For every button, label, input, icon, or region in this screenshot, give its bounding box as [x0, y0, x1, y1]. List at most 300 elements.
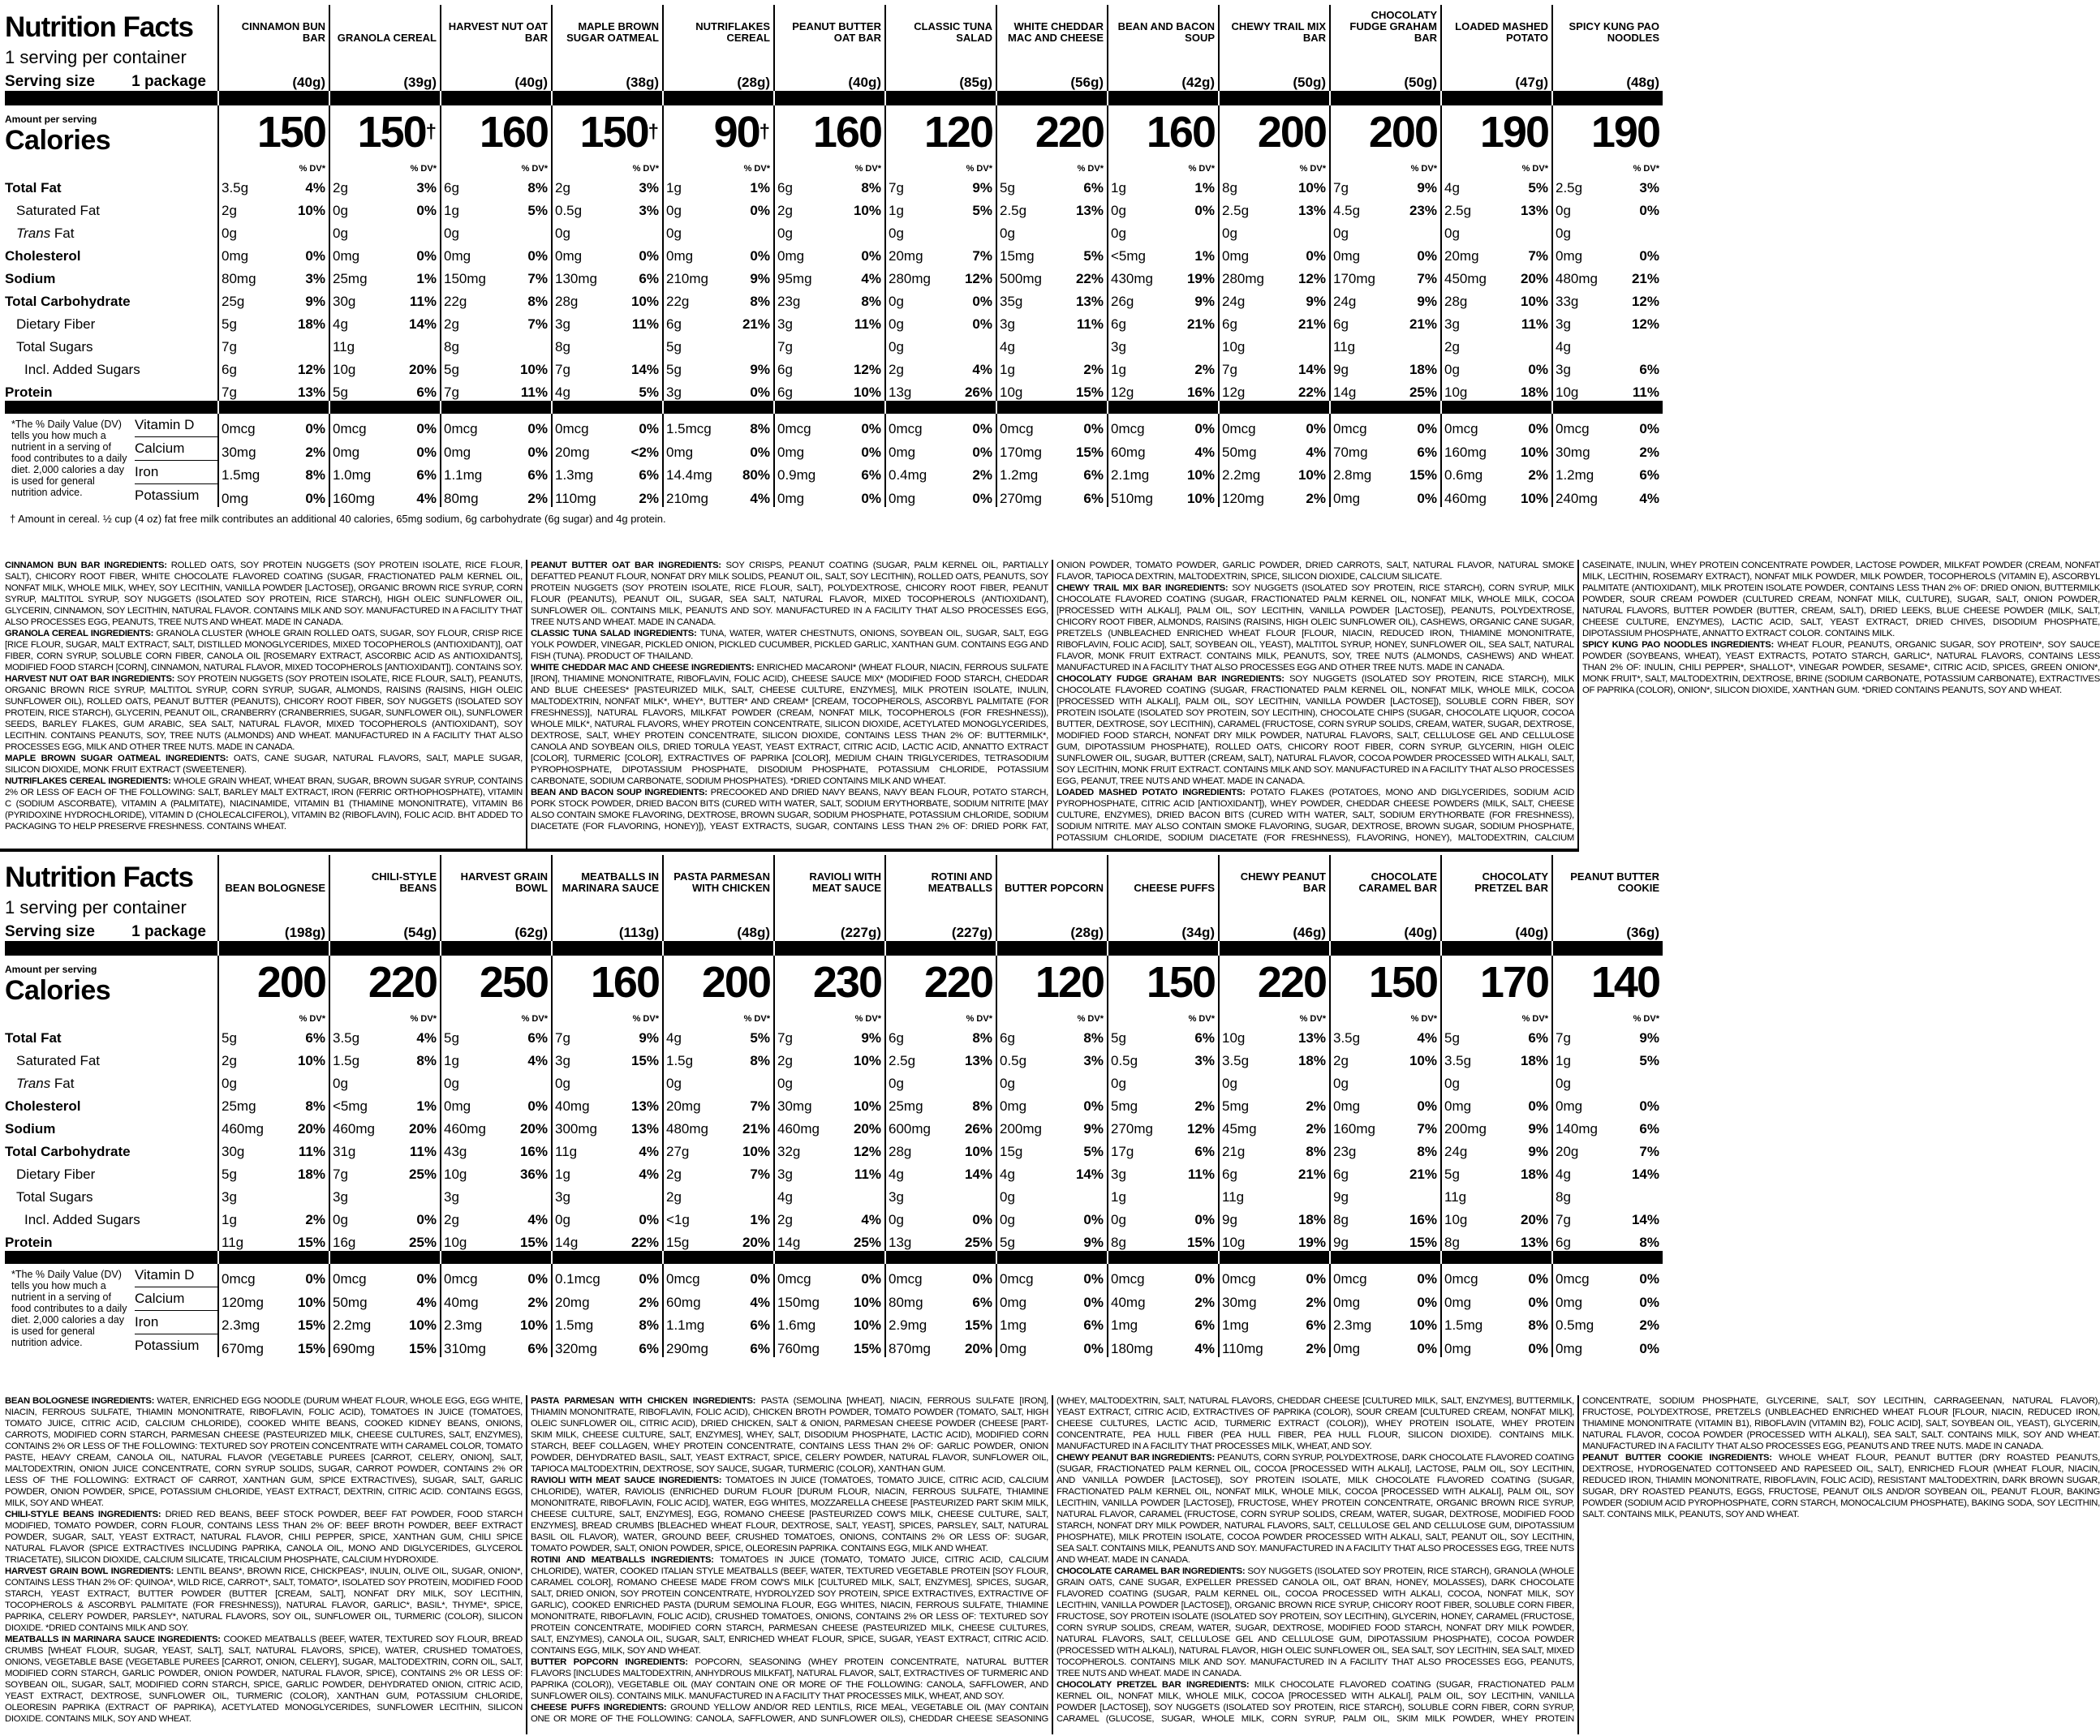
nutrient-amount: 12g [1111, 385, 1134, 400]
nutrient-cell [1441, 1183, 1552, 1205]
vitamin-amount: 0mg [666, 444, 694, 460]
dv-header: % DV* [1108, 156, 1219, 174]
nutrient-cell [1441, 333, 1552, 355]
ingredient-title: ROTINI AND MEATBALLS INGREDIENTS: [531, 1555, 714, 1565]
vitamin-dv: 6% [527, 467, 548, 483]
nutrient-amount: 10g [1222, 1235, 1246, 1250]
calories-number: 160 [479, 108, 548, 157]
nutrition-table [5, 5, 1663, 525]
vitamin-dv: 10% [1520, 444, 1548, 460]
nutrient-cell [663, 310, 774, 333]
ingredient-title: BUTTER POPCORN INGREDIENTS: [531, 1657, 688, 1667]
nutrient-dv: 22% [630, 1235, 659, 1250]
calories-number: 170 [1479, 958, 1548, 1007]
dv-header: % DV* [1108, 1006, 1219, 1024]
nutrient-cell [996, 242, 1108, 264]
vitamin-cell [663, 1264, 774, 1287]
nutrient-cell [1108, 333, 1219, 355]
calories-value [552, 105, 663, 156]
nutrient-cell [1330, 219, 1441, 242]
vitamin-amount: 120mg [222, 1294, 264, 1310]
nutrient-amount: 2.5g [1222, 203, 1250, 218]
nutrient-cell [774, 1115, 885, 1137]
vitamin-label: Vitamin D [135, 1267, 195, 1283]
vitamin-cell [996, 1311, 1108, 1334]
nutrient-amount: 5g [1000, 180, 1015, 196]
product-weight: (42g) [1108, 68, 1219, 91]
nutrient-cell [996, 1024, 1108, 1046]
nutrient-cell [1552, 196, 1663, 219]
nutrient-amount: 4g [889, 1167, 904, 1182]
vitamin-amount: 0mg [1444, 1341, 1472, 1356]
dv-header: % DV* [885, 1006, 996, 1024]
vitamin-dv: 0% [416, 1270, 437, 1287]
nutrient-cell [1552, 1228, 1663, 1251]
nutrient-amount: 0g [333, 226, 348, 241]
nutrient-amount: 0g [222, 1076, 237, 1091]
nutrient-cell [1108, 1115, 1219, 1137]
nutrient-dv: 11% [854, 316, 881, 332]
nutrient-amount: 2g [444, 1212, 459, 1227]
nutrient-cell [218, 1069, 329, 1092]
product-weight: (40g) [1330, 918, 1441, 941]
nutrient-cell [441, 174, 552, 196]
nutrient-amount: 0mg [666, 248, 694, 264]
vitamin-dv: 0% [972, 420, 992, 436]
nutrient-cell [996, 219, 1108, 242]
nutrient-cell [552, 355, 663, 378]
nutrient-amount: 2g [333, 180, 348, 196]
vitamin-row-calcium [5, 437, 1663, 461]
nutrient-amount: 3g [444, 1189, 459, 1205]
nutrient-amount: 6g [1111, 316, 1126, 332]
product-weight: (85g) [885, 68, 996, 91]
nutrient-cell [996, 1228, 1108, 1251]
vitamin-amount: 0.5mg [1556, 1317, 1594, 1334]
vitamin-amount: 60mg [666, 1294, 701, 1310]
nutrient-amount: 4g [777, 1189, 793, 1205]
ingredient-paragraph [1056, 1566, 1574, 1679]
nutrient-dv: 36% [519, 1167, 548, 1182]
nutrient-cell [1441, 310, 1552, 333]
vitamin-dv: 6% [639, 1341, 659, 1356]
vitamin-row-iron [5, 1311, 1663, 1334]
nutrient-cell [885, 1160, 996, 1183]
vitamin-cell [1330, 414, 1441, 437]
nutrient-cell [552, 1137, 663, 1160]
nutrient-amount: 0g [1556, 1076, 1571, 1091]
nutrient-amount: 30g [222, 1144, 245, 1159]
vitamin-amount: 1.5mg [1444, 1317, 1483, 1334]
nutrient-amount: 6g [1000, 1030, 1015, 1046]
vitamin-cell [218, 414, 329, 437]
nutrient-amount: 5g [1000, 1235, 1015, 1250]
vitamin-amount: 0mcg [1444, 420, 1478, 436]
nutrient-cell [1219, 333, 1330, 355]
servings-row [5, 894, 1663, 918]
nutrient-cell [885, 1046, 996, 1069]
ingredient-text: PRECOOKED AND DRIED NAVY BEANS, NAVY BEAN FLOUR, POTATO STARCH, PORK STOCK POWDER, DRIED BACON BITS (CURED WITH WATER, SALT, SODIUM ERYTHORBATE, SODIUM NITRITE [MAY ALSO CONTAIN SMOKE FLAVORING, DEXTROSE, BROWN SUGAR, SODIUM PHOSPHATE, POTASSIUM CHLORIDE, SODIUM DIACETATE (FOR FLAVORING, HONEY)]), YEAST EXTRACTS, SUGAR, CONTAINS LESS THAN 2% OF: DRIED PORK FAT, ONION POWDER, TOMATO POWDER, GARLIC POWDER, DRIED CARROTS, SALT, NATURAL FLAVOR, NATURAL SMOKE FLAVOR, TAPIOCA DEXTRIN, MALTODEXTRIN, SPICE, SILICON DIOXIDE, CALCIUM SILICATE. [531, 561, 1574, 831]
nutrient-cell [996, 1115, 1108, 1137]
vitamin-amount: 0mcg [889, 1270, 923, 1287]
nutrient-dv: 8% [1639, 1235, 1659, 1250]
nutrient-amount: 0g [666, 1076, 682, 1091]
calories-number: 150 [256, 108, 325, 157]
nutrient-row-trans [5, 219, 1663, 242]
nutrient-row-fiber [5, 1160, 1663, 1183]
nutrient-amount: 4.5g [1333, 203, 1361, 218]
nutrient-dv: 8% [972, 1030, 992, 1046]
dv-header: % DV* [774, 156, 885, 174]
nutrient-dv: 13% [1075, 294, 1104, 309]
nutrient-amount: 25g [222, 294, 245, 309]
nutrient-cell [1441, 219, 1552, 242]
nutrient-dv: 8% [305, 1098, 325, 1114]
nutrient-cell [885, 1092, 996, 1115]
nutrient-amount: 0g [666, 226, 682, 241]
nutrient-amount: 0g [444, 226, 459, 241]
nutrient-amount: 5g [1444, 1030, 1460, 1046]
vitamin-cell [218, 483, 329, 507]
vitamin-dv: 0% [527, 420, 548, 436]
nutrient-dv: 5% [527, 203, 548, 218]
nutrient-amount: 25mg [889, 1098, 923, 1114]
product-name: CLASSIC TUNA SALAD [885, 5, 996, 44]
nutrient-amount: 8g [444, 339, 459, 355]
dv-header: % DV* [552, 156, 663, 174]
nutrient-amount: 11g [333, 339, 355, 355]
nutrient-amount: 24g [1444, 1144, 1468, 1159]
nutrient-cell [329, 1024, 441, 1046]
nutrient-dv: 1% [416, 271, 437, 286]
nutrient-amount: 1g [444, 1053, 459, 1068]
ingredients-block-bottom [5, 1395, 2100, 1734]
vitamin-cell [1108, 414, 1219, 437]
nutrient-amount: 8g [1111, 1235, 1126, 1250]
nutrient-cell [1330, 1024, 1441, 1046]
vitamin-dv: 0% [1417, 1294, 1437, 1310]
nutrient-cell [552, 242, 663, 264]
nutrient-amount: 28g [1444, 294, 1468, 309]
vitamin-dv: 0% [1639, 1270, 1659, 1287]
nutrient-dv: 12% [297, 362, 325, 377]
nutrient-cell [441, 1092, 552, 1115]
dv-footnote: *The % Daily Value (DV) tells you how much a nutrient in a serving of food contributes to a daily diet. 2,000 calories a day is used for general nutrition advice. [11, 419, 127, 498]
nutrient-dv: 11% [1521, 316, 1548, 332]
nutrient-dv: 4% [639, 1167, 659, 1182]
vitamin-amount: 2.2mg [333, 1317, 372, 1334]
nutrient-cell [1552, 378, 1663, 401]
nutrient-cell [1330, 333, 1441, 355]
nutrient-amount: 7g [777, 339, 793, 355]
nutrient-cell [329, 287, 441, 310]
vitamin-amount: 120mg [1222, 491, 1264, 506]
vitamin-amount: 2.9mg [889, 1317, 927, 1334]
nutrient-dv: 0% [416, 1212, 437, 1227]
calories-number: 200 [701, 958, 770, 1007]
vitamin-dv: 0% [1083, 420, 1104, 436]
product-name: SPICY KUNG PAO NOODLES [1552, 5, 1663, 44]
vitamin-amount: 0mcg [1556, 1270, 1590, 1287]
vitamin-cell [885, 483, 996, 507]
nutrient-cell [1219, 219, 1330, 242]
vitamin-amount: 0mg [777, 444, 805, 460]
nutrient-amount: 0mg [1333, 1098, 1361, 1114]
calories-row [5, 956, 1663, 1006]
nutrient-amount: 10g [1556, 385, 1579, 400]
nutrient-cell [885, 1205, 996, 1228]
nutrient-amount: 0mg [222, 248, 249, 264]
calories-value [552, 956, 663, 1006]
vitamin-cell [1441, 1264, 1552, 1287]
vitamin-cell [1441, 1334, 1552, 1357]
calories-number: 140 [1590, 958, 1659, 1007]
vitamin-cell [885, 1264, 996, 1287]
nutrient-dv: 1% [416, 1098, 437, 1114]
nutrient-dv: 13% [1520, 1235, 1548, 1250]
calories-number: 220 [1257, 958, 1326, 1007]
vitamin-dv: 4% [750, 491, 770, 506]
nutrient-dv: 15% [1075, 385, 1104, 400]
dv-header: % DV* [1219, 1006, 1330, 1024]
vitamin-amount: 310mg [444, 1341, 486, 1356]
section-divider [0, 849, 1579, 852]
nutrient-amount: 460mg [777, 1121, 820, 1137]
vitamin-cell [1219, 483, 1330, 507]
vitamin-amount: 0mg [1333, 1294, 1361, 1310]
vitamin-cell [1108, 1311, 1219, 1334]
product-name: CHOCOLATE CARAMEL BAR [1330, 855, 1441, 894]
vitamin-cell [774, 1264, 885, 1287]
vitamin-cell [218, 461, 329, 484]
nutrient-cell [441, 1183, 552, 1205]
calories-value [1108, 956, 1219, 1006]
nutrient-amount: 0g [666, 203, 682, 218]
nutrient-amount: 8g [1556, 1189, 1571, 1205]
nutrient-amount: 6g [777, 180, 793, 196]
vitamin-amount: 0.6mg [1444, 467, 1483, 483]
ingredient-text: SOY PROTEIN NUGGETS (SOY PROTEIN ISOLATE, RICE FLOUR, SALT), PEANUTS, ORGANIC BROWN RICE SYRUP, MALTITOL SYRUP, CORN SYRUP, SUGAR, ALMONDS, RAISINS (RAISINS, HIGH OLEIC SUNFLOWER OIL), ROLLED OATS, PEANUT BUTTER (PEANUTS), CHICORY ROOT FIBER, SOY NUGGETS (ISOLATED SOY PROTEIN, RICE STARCH), GLYCERIN, PEANUT OIL, CRANBERRY (CRANBERRIES, SUGAR, SUNFLOWER OIL), SUNFLOWER SEEDS, BARLEY FLAKES, GUM ARABIC, SEA SALT, NATURAL FLAVOR, MIXED TOCOPHEROLS (ANTIOXIDANT), SOY LECITHIN. CONTAINS PEANUTS, SOY, TREE NUTS (ALMONDS) AND WHEAT. MANUFACTURED IN A FACILITY THAT ALSO PROCESSES EGG, MILK AND OTHER TREE NUTS. MADE IN CANADA. [5, 674, 523, 752]
nutrient-cell [329, 1205, 441, 1228]
servings-per-container: 1 serving per container [5, 47, 187, 67]
vitamin-cell [1108, 1264, 1219, 1287]
product-name: BEAN AND BACON SOUP [1108, 5, 1219, 44]
nutrient-amount: 20mg [666, 1098, 701, 1114]
nutrient-amount: 7g [222, 339, 237, 355]
vitamin-amount: 460mg [1444, 491, 1487, 506]
nutrient-dv: 13% [1075, 203, 1104, 218]
nutrient-cell [1441, 1092, 1552, 1115]
nutrient-cell [218, 174, 329, 196]
vitamin-label-block [5, 1264, 218, 1357]
nutrient-amount: 8g [1333, 1212, 1349, 1227]
vitamin-dv: 2% [1528, 467, 1548, 483]
vitamin-amount: 0mcg [666, 1270, 700, 1287]
nutrient-dv: 6% [416, 385, 437, 400]
nutrient-cell [663, 1092, 774, 1115]
product-name: HARVEST GRAIN BOWL [441, 855, 552, 894]
nutrient-dv: 12% [1631, 316, 1659, 332]
vitamin-dv: 6% [1083, 467, 1104, 483]
vitamin-dv: 15% [853, 1341, 881, 1356]
vitamin-cell [1108, 483, 1219, 507]
nutrient-cell [774, 1092, 885, 1115]
nutrient-cell [329, 1092, 441, 1115]
nutrient-amount: 22g [666, 294, 690, 309]
nutrient-cell [996, 196, 1108, 219]
nutrient-cell [329, 355, 441, 378]
vitamin-amount: 2.8mg [1333, 467, 1372, 483]
trans-label: Trans [16, 226, 51, 241]
vitamin-dv: 10% [1520, 491, 1548, 506]
vitamin-dv: 2% [1639, 444, 1659, 460]
vitamin-cell [996, 461, 1108, 484]
nutrient-cell [329, 310, 441, 333]
vitamin-amount: 160mg [333, 491, 375, 506]
vitamin-dv: 0% [861, 420, 881, 436]
nutrient-cell [1108, 1069, 1219, 1092]
vitamin-cell [1552, 437, 1663, 461]
ingredient-text: MILK CHOCOLATE FLAVORED COATING (SUGAR, FRACTIONATED PALM KERNEL OIL, NONFAT MILK, WHOLE MILK, COCOA [PROCESSED WITH ALKALI], PALM OIL, SOY LECITHIN, VANILLA POWDER [LACTOSE]), SOY NUGGETS (ISOLATED SOY PROTEIN, RICE STARCH), SOLUBLE CORN FIBER, CORN SYRUP, CARAMEL (GLUCOSE, SUGAR, WHOLE MILK, CORN SYRUP, PALM OIL, SKIM MILK POWDER, WHEY PROTEIN CONCENTRATE, SODIUM PHOSPHATE, GLYCERINE, SALT, SOY LECITHIN, CARRAGEENAN, NATURAL FLAVOR), FRUCTOSE, POLYDEXTROSE, PRETZELS (UNBLEACHED ENRICHED WHEAT FLOUR [FLOUR, NIACIN, REDUCED IRON, THIAMINE MONONITRATE (VITAMIN B1), RIBOFLAVIN (VITAMIN B2), FOLIC ACID], SALT, SOYBEAN OIL, YEAST), GLYCERIN, NATURAL FLAVOR, COCOA POWDER (PROCESSED WITH ALKALI), SEA SALT, SALT. CONTAINS MILK, SOY AND WHEAT. MANUFACTURED IN A FACILITY THAT ALSO PROCESSES EGG, PEANUTS AND TREE NUTS. MADE IN CANADA. [1056, 1396, 2100, 1724]
dv-header: % DV* [1330, 156, 1441, 174]
nutrient-dv: 8% [972, 1098, 992, 1114]
nutrient-cell [1219, 264, 1330, 287]
vitamin-cell [329, 1287, 441, 1311]
nutrient-cell [1552, 287, 1663, 310]
nutrient-row-protein [5, 378, 1663, 401]
nutrient-amount: 6g [1333, 1167, 1349, 1182]
product-weight: (50g) [1330, 68, 1441, 91]
vitamin-amount: 20mg [555, 1294, 590, 1310]
nutrient-dv: 9% [1417, 180, 1437, 196]
vitamin-dv: 10% [408, 1317, 437, 1334]
nutrient-cell [552, 264, 663, 287]
nutrient-amount: 7g [1556, 1030, 1571, 1046]
nutrient-dv: 0% [972, 1212, 992, 1227]
vitamin-amount: 1.6mg [777, 1317, 816, 1334]
vitamin-cell [885, 1287, 996, 1311]
nutrient-cell [774, 333, 885, 355]
vitamin-cell [774, 461, 885, 484]
nutrient-dv: 11% [1187, 1167, 1215, 1182]
nutrient-cell [441, 1160, 552, 1183]
vitamin-dv: 8% [750, 420, 770, 436]
ingredient-title: CHEWY PEANUT BAR INGREDIENTS: [1056, 1453, 1216, 1463]
nutrient-amount: 4g [555, 385, 570, 400]
nutrient-amount: 20g [1556, 1144, 1579, 1159]
dv-header: % DV* [1330, 1006, 1441, 1024]
ingredient-text: ENRICHED MACARONI* (WHEAT FLOUR, NIACIN, FERROUS SULFATE [IRON], THIAMINE MONONITRATE, RIBOFLAVIN, FOLIC ACID), CHEESE SAUCE MIX* (MODIFIED FOOD STARCH, CHEDDAR AND BLUE CHEESES* [PASTEURIZED MILK, SALT, CHEESE CULTURE, ENZYMES], MILK PROTEIN ISOLATE, INULIN, MALTODEXTRIN, NONFAT MILK*, WHEY*, BUTTER* AND CREAM* [CREAM, TOCOPHEROLS, ASCORBYL PALMITATE (FOR FRESHNESS)], NATURAL FLAVORS, MILKFAT POWDER (CREAM, NONFAT MILK, TOCOPHEROLS (FOR FRESHNESS)), WHOLE MILK*, NATURAL FLAVORS, WHEY PROTEIN CONCENTRATE, SILICON DIOXIDE, ACETYLATED MONOGLYCERIDES, DEXTROSE, SALT, WHEY PROTEIN CONCENTRATE, SILICON DIOXIDE, CONTAINS LESS THAN 2% OF: BUTTERMILK*, CANOLA AND SOYBEAN OILS, DRIED TORULA YEAST, YEAST EXTRACT, CITRIC ACID, LACTIC ACID, ANNATTO EXTRACT [COLOR], TURMERIC [COLOR], EXTRACTIVES OF PAPRIKA [COLOR], MEDIUM CHAIN TRIGLYCERIDES, TETRASODIUM PYROPHOSPHATE, DIPOTASSIUM PHOSPHATE, DISODIUM PHOSPHATE, POTASSIUM CHLORIDE, POTASSIUM CARBONATE, SODIUM CARBONATE, SODIUM PHOSPHATES). *DRIED CONTAINS MILK AND WHEAT. [531, 663, 1049, 786]
vitamin-dv: 6% [750, 1317, 770, 1334]
vitamin-amount: 0mg [1444, 1294, 1472, 1310]
nutrient-amount: 2g [555, 180, 570, 196]
nutrient-cell [218, 219, 329, 242]
nutrient-amount: 0mg [1222, 248, 1250, 264]
vitamin-amount: 1.5mcg [666, 420, 712, 436]
vitamin-dv: 0% [1083, 1341, 1104, 1356]
nutrient-cell [329, 242, 441, 264]
nutrient-dv: 7% [1639, 1144, 1659, 1159]
nutrient-dv: 9% [1528, 1144, 1548, 1159]
nutrient-dv: 11% [520, 385, 548, 400]
calories-value [885, 956, 996, 1006]
vitamin-cell [885, 437, 996, 461]
nutrient-amount: 10g [1444, 385, 1468, 400]
nutrient-amount: 5g [1111, 1030, 1126, 1046]
nutrient-cell [1441, 1069, 1552, 1092]
dv-header: % DV* [552, 1006, 663, 1024]
nutrient-cell [996, 378, 1108, 401]
vitamin-amount: 40mg [444, 1294, 479, 1310]
ingredient-title: RAVIOLI WITH MEAT SAUCE INGREDIENTS: [531, 1476, 722, 1485]
vitamin-amount: 0mg [1333, 1341, 1361, 1356]
vitamin-cell [1330, 1311, 1441, 1334]
ingredient-text: WATER, ENRICHED EGG NOODLE (DURUM WHEAT FLOUR, WHOLE EGG, EGG WHITE, NIACIN, FERROUS SULFATE, THIAMIN MONONITRATE, RIBOFLAVIN, FOLIC ACID), TOMATOES IN JUICE (TOMATOES, TOMATO JUICE, CITRIC ACID, CALCIUM CHLORIDE), COOKED WHITE BEANS, COOKED KIDNEY BEANS, ONIONS, CARROTS, MODIFIED CORN STARCH, PARMESAN CHEESE (PASTEURIZED MILK, CHEESE CULTURES, SALT, ENZYMES), CONTAINS 2% OR LESS OF THE FOLLOWING: TEXTURED SOY PROTEIN CONCENTRATE WITH CARAMEL COLOR, TOMATO PASTE, HEAVY CREAM, CANOLA OIL, NATURAL FLAVOR (VEGETABLE PUREES [CARROT, CELERY, ONION], SALT, MALTODEXTRIN, ONION JUICE CONCENTRATE, CORN SYRUP SOLIDS, SUGAR, CARROT POWDER, CONTAINS 2% OR LESS OF THE FOLLOWING: EXTRACT OF CARROT, XANTHAN GUM, SPICE EXTRACTIVES), SUGAR, SALT, GARLIC POWDER, ONION POWDER, SPICE, POTASSIUM CHLORIDE, YEAST EXTRACT, DEXTRIN, CITRIC ACID. CONTAINS EGGS, MILK, SOY AND WHEAT. [5, 1396, 523, 1508]
nutrient-cell [1330, 196, 1441, 219]
nutrient-label: Protein [5, 385, 53, 400]
vitamin-dv: 15% [964, 1317, 992, 1334]
nutrient-amount: 200mg [1444, 1121, 1487, 1137]
nutrient-amount: 1g [1111, 1189, 1126, 1205]
nutrient-amount: 21g [1222, 1144, 1246, 1159]
nutrient-amount: 600mg [889, 1121, 931, 1137]
nutrient-dv: 0% [1306, 248, 1326, 264]
ingredient-paragraph [5, 1566, 523, 1634]
nutrient-amount: 3g [666, 385, 682, 400]
vitamin-cell [1219, 1311, 1330, 1334]
nutrient-dv: 11% [298, 1144, 325, 1159]
nutrient-amount: 3g [1444, 316, 1460, 332]
nutrient-dv: 0% [1528, 1098, 1548, 1114]
nutrient-cell [1441, 1160, 1552, 1183]
vitamin-label: Potassium [135, 1334, 217, 1357]
vitamin-amount: 670mg [222, 1341, 264, 1356]
vitamin-amount: 0mg [333, 444, 360, 460]
vitamin-amount: 160mg [1444, 444, 1487, 460]
vitamin-dv: 0% [1306, 1270, 1326, 1287]
vitamin-amount: 0mg [222, 491, 249, 506]
vitamin-cell [552, 483, 663, 507]
nutrient-amount: 0mg [1333, 248, 1361, 264]
nutrient-cell [552, 287, 663, 310]
vitamin-amount: 0mcg [1222, 420, 1256, 436]
nutrient-cell [1108, 174, 1219, 196]
nutrient-amount: 1g [666, 180, 682, 196]
nutrient-amount: 0.5g [1000, 1053, 1027, 1068]
nutrient-cell [441, 264, 552, 287]
ingredient-text: TOMATOES IN JUICE (TOMATO, TOMATO JUICE, CITRIC ACID, CALCIUM CHLORIDE), WATER, COOKED ITALIAN STYLE MEATBALLS (BEEF, WATER, TEXTURED VEGETABLE PROTEIN [SOY FLOUR, CARAMEL COLOR], ROMANO CHEESE MADE FROM COW'S MILK [CULTURED MILK, SALT, ENZYMES], SPICES, SUGAR, SALT, DRIED ONION, SOY PROTEIN CONCENTRATE, HYDROLYZED SOY PROTEIN, SPICE EXTRACTIVES, EXTRACTIVE OF GARLIC), COOKED ENRICHED PASTA (DURUM SEMOLINA FLOUR, EGG WHITES, NIACIN, FERROUS SULFATE, THIAMINE MONONITRATE, RIBOFLAVIN, FOLIC ACID), CRUSHED TOMATOES, ONIONS, CONTAINS 2% OR LESS OF: TEXTURED SOY PROTEIN CONCENTRATE, MODIFIED CORN STARCH, PARMESAN CHEESE (PASTEURIZED MILK, CHEESE CULTURES, SALT, ENZYMES), CANOLA OIL, SUGAR, SALT, ENRICHED WHEAT FLOUR, SPICE, SUGAR, YEAST EXTRACT, CITRIC ACID. CONTAINS EGG, MILK, SOY AND WHEAT. [531, 1555, 1048, 1656]
calories-number: 120 [923, 108, 992, 157]
nutrient-cell [885, 333, 996, 355]
product-weight: (40g) [218, 68, 329, 91]
nutrient-amount: 16g [333, 1235, 356, 1250]
nutrient-amount: 2.5g [889, 1053, 916, 1068]
nutrient-cell [996, 264, 1108, 287]
calories-number: 160 [1146, 108, 1215, 157]
vitamin-dv: 4% [1639, 491, 1659, 506]
vitamin-amount: 0mg [889, 491, 916, 506]
nutrient-amount: 8g [555, 339, 570, 355]
nutrient-dv: 10% [853, 385, 881, 400]
vitamin-cell [1108, 461, 1219, 484]
ingredient-text: COOKED MEATBALLS (BEEF, WATER, TEXTURED SOY FLOUR, BREAD CRUMBS [WHEAT FLOUR, SUGAR, YEAST, SALT], SALT, NATURAL FLAVORS, SPICE), WATER, CRUSHED TOMATOES, ONIONS, VEGETABLE BASE (VEGETABLE PUREES [CARROT, ONION, CELERY], SUGAR, MALTODEXTRIN, CORN OIL, SALT, MODIFIED CORN STARCH, GARLIC POWDER, ONION POWDER, NATURAL FLAVOR, SPICE), CONTAINS 2% OR LESS OF: SOYBEAN OIL, SUGAR, SALT, MODIFIED CORN STARCH, SPICE, GARLIC POWDER, DEHYDRATED ONION, CITRIC ACID, YEAST EXTRACT, DEXTROSE, SUNFLOWER OIL, TURMERIC (COLOR), XANTHAN GUM, POTASSIUM CHLORIDE, OLEORESIN PAPRIKA (EXTRACT OF PAPRIKA), ACETYLATED MONOGLYCERIDES, SUNFLOWER LECITHIN, SILICON DIOXIDE. CONTAINS MILK, SOY AND WHEAT. [5, 1635, 523, 1724]
calories-value [663, 105, 774, 156]
nutrient-cell [441, 310, 552, 333]
nutrient-cell [1441, 355, 1552, 378]
vitamin-amount: 1.2mg [1556, 467, 1594, 483]
nutrient-dv: 16% [1409, 1212, 1437, 1227]
ingredient-paragraph [1056, 1452, 1574, 1566]
